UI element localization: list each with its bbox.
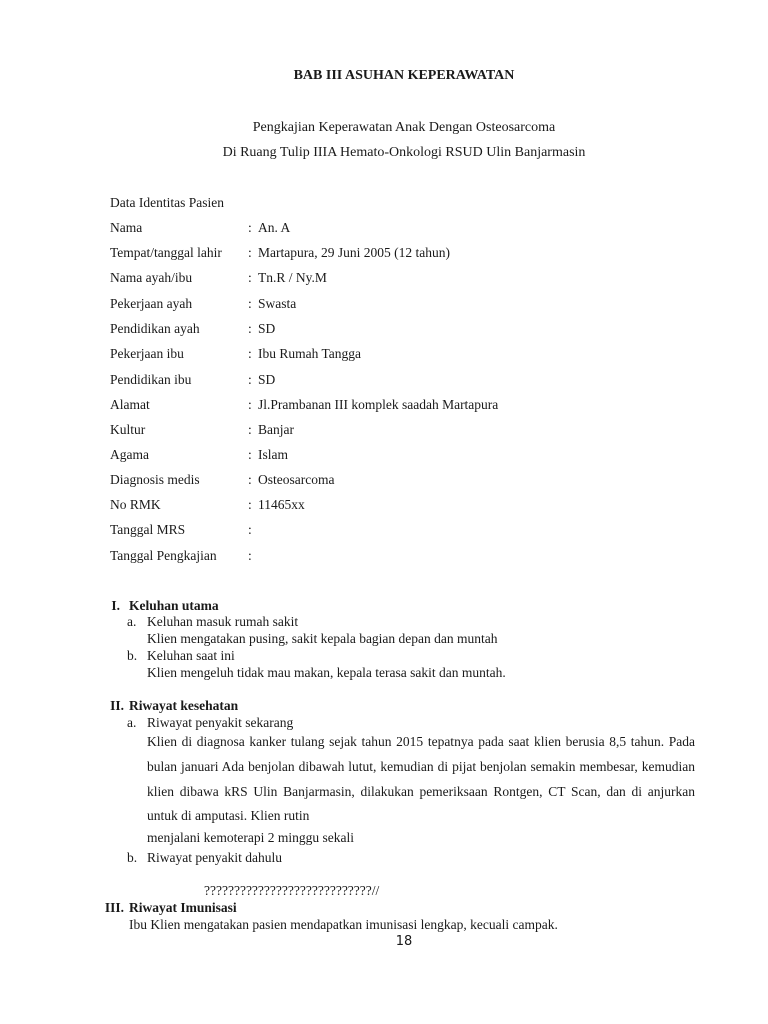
identity-label: Agama — [110, 447, 149, 462]
identity-value: An. A — [258, 220, 291, 235]
placeholder-text: ????????????????????????????// — [204, 883, 380, 898]
identity-colon: : — [248, 497, 252, 512]
identity-value: Swasta — [258, 296, 297, 311]
identity-value: Islam — [258, 447, 288, 462]
identity-colon: : — [248, 270, 252, 285]
identity-value: Martapura, 29 Juni 2005 (12 tahun) — [258, 245, 450, 260]
section-title-riwayat-kesehatan: Riwayat kesehatan — [129, 698, 239, 713]
identity-value: Tn.R / Ny.M — [258, 270, 327, 285]
identity-label: Tanggal MRS — [110, 522, 186, 537]
subsection-title: Riwayat penyakit dahulu — [147, 850, 282, 865]
identity-label: Pendidikan ayah — [110, 321, 200, 336]
subsection-text: Klien mengeluh tidak mau makan, kepala terasa sakit dan muntah. — [147, 665, 506, 680]
identity-colon: : — [248, 548, 252, 563]
identity-label: Kultur — [110, 422, 146, 437]
identity-value: 11465xx — [258, 497, 305, 512]
identity-label: Alamat — [110, 397, 150, 412]
identity-value: SD — [258, 372, 276, 387]
history-paragraph: Klien di diagnosa kanker tulang sejak tahun 2015 tepatnya pada saat klien berusia 8,5 tahun. Pada bulan januari Ada benjolan dibawah lutut, kemudian di pijat benjolan semakin membesar, kemudian klien dibawa kRS Ulin Banjarmasin, dilakukan pemeriksaan Rontgen, CT Scan, dan di anjurkan untuk di amputasi. Klien rutin — [147, 734, 695, 824]
section-title-keluhan-utama: Keluhan utama — [129, 598, 219, 613]
identity-label: Pendidikan ibu — [110, 372, 192, 387]
identity-colon: : — [248, 372, 252, 387]
identity-colon: : — [248, 422, 252, 437]
section-number: III. — [104, 900, 124, 915]
identity-colon: : — [248, 397, 252, 412]
subtitle-line-2: Di Ruang Tulip IIIA Hemato-Onkologi RSUD Ulin Banjarmasin — [222, 145, 586, 160]
immunization-text: Ibu Klien mengatakan pasien mendapatkan imunisasi lengkap, kecuali campak. — [129, 917, 558, 932]
identity-label: Tempat/tanggal lahir — [110, 245, 222, 260]
identity-colon: : — [248, 346, 252, 361]
section-number: I. — [111, 598, 120, 613]
identity-heading: Data Identitas Pasien — [110, 195, 224, 210]
identity-value: SD — [258, 321, 276, 336]
identity-colon: : — [248, 447, 252, 462]
identity-label: Tanggal Pengkajian — [110, 548, 217, 563]
list-letter: a. — [127, 614, 137, 629]
list-letter: a. — [127, 715, 137, 730]
identity-value: Jl.Prambanan III komplek saadah Martapura — [258, 397, 499, 412]
chapter-title: BAB III ASUHAN KEPERAWATAN — [293, 68, 515, 83]
list-letter: b. — [127, 648, 138, 663]
history-paragraph-last-line: menjalani kemoterapi 2 minggu sekali — [147, 830, 354, 845]
identity-label: Nama ayah/ibu — [110, 270, 193, 285]
subsection-title: Riwayat penyakit sekarang — [147, 715, 294, 730]
identity-label: No RMK — [110, 497, 161, 512]
subsection-text: Klien mengatakan pusing, sakit kepala bagian depan dan muntah — [147, 631, 498, 646]
identity-colon: : — [248, 220, 252, 235]
identity-colon: : — [248, 245, 252, 260]
subsection-title: Keluhan saat ini — [147, 648, 235, 663]
identity-colon: : — [248, 296, 252, 311]
identity-label: Pekerjaan ayah — [110, 296, 193, 311]
identity-value: Banjar — [258, 422, 294, 437]
identity-value: Osteosarcoma — [258, 472, 335, 487]
identity-colon: : — [248, 522, 252, 537]
identity-label: Diagnosis medis — [110, 472, 200, 487]
identity-label: Pekerjaan ibu — [110, 346, 184, 361]
list-letter: b. — [127, 850, 138, 865]
subsection-title: Keluhan masuk rumah sakit — [147, 614, 299, 629]
identity-value: Ibu Rumah Tangga — [258, 346, 362, 361]
page-number: 18 — [395, 934, 413, 949]
section-number: II. — [110, 698, 124, 713]
section-title-riwayat-imunisasi: Riwayat Imunisasi — [129, 900, 237, 915]
identity-colon: : — [248, 321, 252, 336]
identity-colon: : — [248, 472, 252, 487]
subtitle-line-1: Pengkajian Keperawatan Anak Dengan Osteosarcoma — [252, 120, 556, 135]
identity-label: Nama — [110, 220, 143, 235]
